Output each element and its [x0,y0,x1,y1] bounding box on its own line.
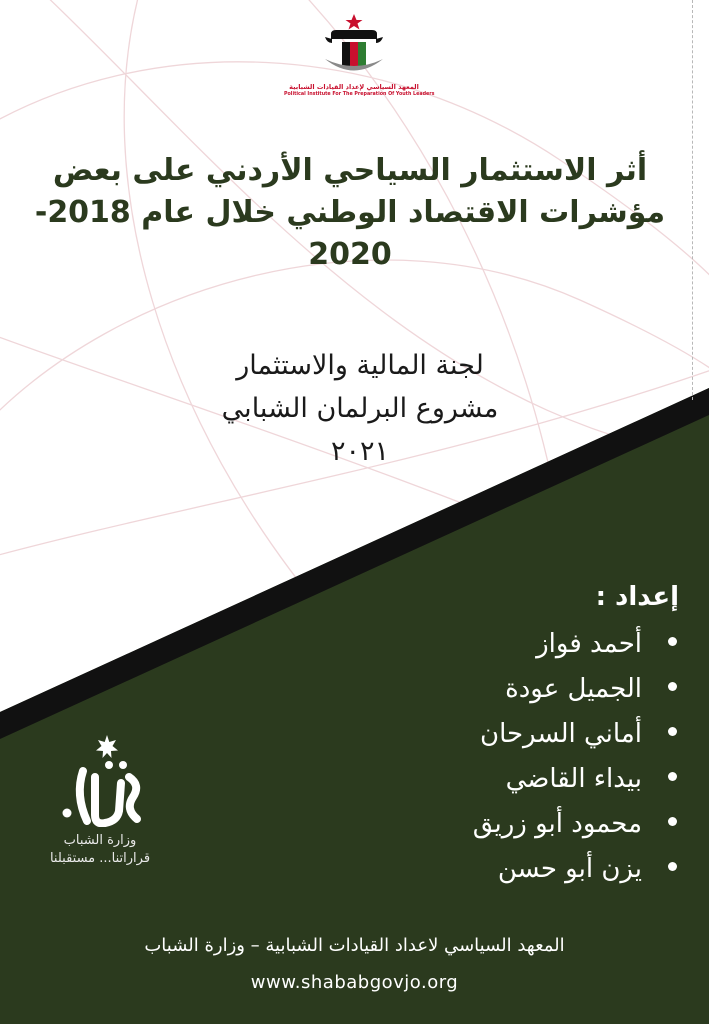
bullet-icon [668,637,677,646]
authors-list [377,622,677,892]
project-name: مشروع البرلمان الشبابي [221,393,499,424]
ministry-slogan: قراراتنا... مستقبلنا [49,851,151,866]
author-item [377,622,677,667]
bullet-icon [668,862,677,871]
title-line-3: 2020 [308,237,392,272]
footer-organization: المعهد السياسي لاعداد القيادات الشبابية – وزارة الشباب [144,935,565,956]
bullet-icon [668,727,677,736]
ministry-logo [30,735,170,866]
author-name: أحمد فواز [536,629,642,659]
author-item [377,667,677,712]
author-item [377,757,677,802]
document-title [30,150,670,276]
dashed-guide-line [692,0,693,400]
author-item [377,712,677,757]
author-name: الجميل عودة [505,674,642,704]
project-year: ٢٠٢١ [330,436,389,467]
title-line-1: أثر الاستثمار السياحي الأردني على بعض [52,153,648,188]
author-item [377,802,677,847]
author-name: أماني السرحان [479,719,642,749]
bullet-icon [668,682,677,691]
preparation-label: إعداد : [595,582,679,612]
author-name: يزن أبو حسن [497,854,642,884]
institute-logo [284,12,435,97]
committee-name: لجنة المالية والاستثمار [236,350,484,381]
ministry-name: وزارة الشباب [63,833,137,848]
bullet-icon [668,817,677,826]
author-name: محمود أبو زريق [472,809,642,839]
institute-logo-icon [319,12,389,82]
author-name: بيداء القاضي [505,764,642,794]
bullet-icon [668,772,677,781]
author-item [377,847,677,892]
footer-website: www.shababgovjo.org [250,972,459,993]
institute-name-ar: المعهد السياسي لإعداد القيادات الشبابية [289,83,419,91]
title-line-2: مؤشرات الاقتصاد الوطني خلال عام 2018- [34,195,666,230]
ministry-logo-icon [45,735,155,827]
institute-name-en: Political Institute For The Preparation Of Youth Leaders [284,92,435,97]
jordan-star-icon [96,735,118,758]
